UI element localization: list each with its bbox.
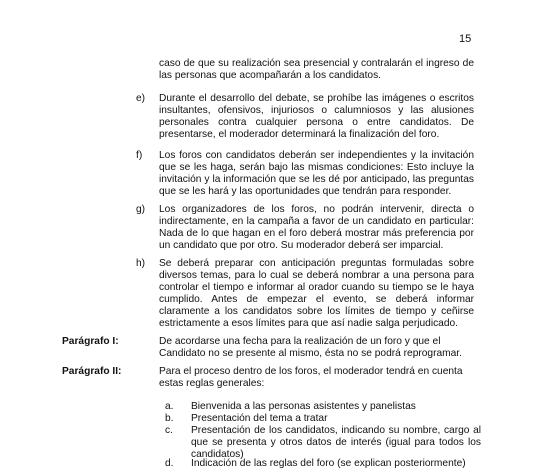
rule-label-b: b.	[165, 413, 174, 424]
rule-label-d: d.	[165, 458, 174, 469]
paragrafo-2-heading: Parágrafo II:	[62, 366, 122, 377]
continuation-paragraph: caso de que su realización sea presencial y contralarán el ingreso de las personas que acompañarán a los candidatos.	[159, 58, 474, 81]
item-text-f: Los foros con candidatos deberán ser independientes y la invitación que se les haga, serán bajo las mismas condiciones: Esto incluye la invitación y la información que se les dé por anticipado, las preguntas que se les hará y las oportunidades que tendrán para responder.	[159, 150, 474, 197]
item-label-g: g)	[136, 204, 146, 215]
item-label-h: h)	[136, 258, 146, 269]
page-number: 15	[459, 33, 472, 45]
paragrafo-1-heading: Parágrafo I:	[62, 336, 119, 347]
rule-text-d: Indicación de las reglas del foro (se explican posteriormente)	[191, 458, 466, 469]
item-text-e: Durante el desarrollo del debate, se prohíbe las imágenes o escritos insultantes, ofensivos, injuriosos o calumniosos y las alusiones personales contra cualquier persona o entre candidatos. De presentarse, el moderador determinará la finalización del foro.	[159, 93, 474, 140]
paragrafo-2-text: Para el proceso dentro de los foros, el moderador tendrá en cuenta estas reglas generales:	[159, 366, 463, 389]
item-text-g: Los organizadores de los foros, no podrán intervenir, directa o indirectamente, en la campaña a favor de un candidato en particular: Nada de lo que hagan en el foro deberá mostrar más preferencia por un candidato que por otro. Su moderador deberá ser imparcial.	[159, 204, 474, 251]
rule-label-c: c.	[165, 425, 173, 436]
rule-text-a: Bienvenida a las personas asistentes y panelistas	[191, 401, 416, 412]
item-label-f: f)	[136, 150, 143, 161]
rule-text-c: Presentación de los candidatos, indicando su nombre, cargo al que se presenta y otros datos de interés (igual para todos los candidatos)	[191, 425, 481, 460]
item-text-h: Se deberá preparar con anticipación preguntas formuladas sobre diversos temas, para lo cual se deberá nombrar a una persona para controlar el tiempo e informar al orador cuando su tiempo se le haya cumplido. Antes de empezar el evento, se deberá informar claramente a los candidatos sobre los límites de tiempo y ceñirse estrictamente a esos límites para que así nadie salga perjudicado.	[159, 258, 474, 329]
rule-label-a: a.	[165, 401, 174, 412]
paragrafo-1-text: De acordarse una fecha para la realización de un foro y que el Candidato no se presente al mismo, ésta no se podrá reprogramar.	[159, 336, 462, 359]
item-label-e: e)	[136, 93, 146, 104]
rule-text-b: Presentación del tema a tratar	[191, 413, 328, 424]
